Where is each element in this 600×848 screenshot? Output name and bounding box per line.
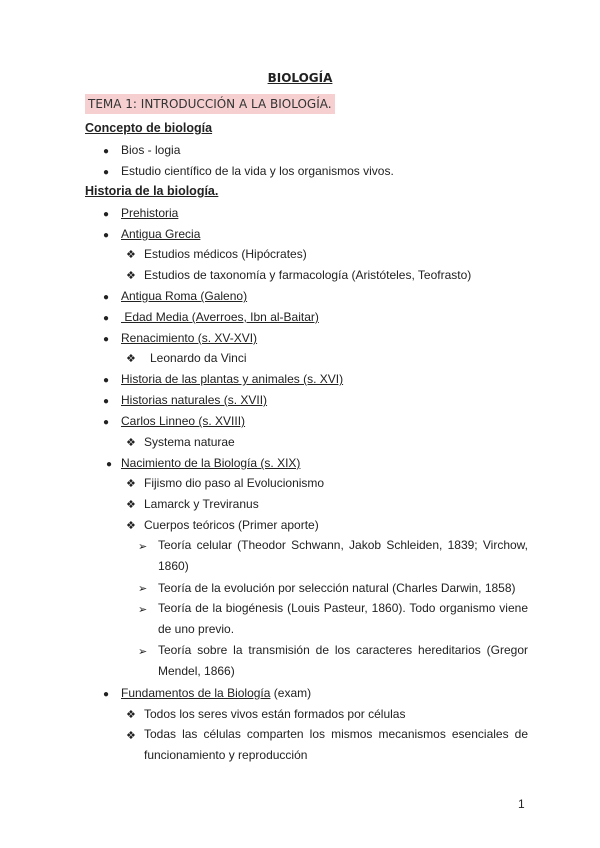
diamond-bullet-icon: ❖ bbox=[126, 478, 136, 490]
diamond-bullet-icon: ❖ bbox=[126, 709, 136, 721]
arrow-bullet-icon: ➢ bbox=[138, 646, 148, 658]
diamond-bullet-icon: ❖ bbox=[126, 730, 136, 742]
bullet-icon: ● bbox=[103, 334, 110, 345]
exam-note: (exam) bbox=[273, 686, 312, 700]
sub-list-item: ❖ Fijismo dio paso al Evolucionismo bbox=[126, 476, 325, 490]
diamond-bullet-icon: ❖ bbox=[126, 437, 136, 449]
bullet-icon: ● bbox=[103, 417, 110, 428]
document-title: BIOLOGÍA bbox=[267, 71, 333, 85]
diamond-bullet-icon: ❖ bbox=[126, 353, 136, 365]
bullet-icon: ● bbox=[103, 396, 110, 407]
concepto-heading: Concepto de biología bbox=[85, 121, 213, 135]
sub-list-item: ❖ Leonardo da Vinci bbox=[126, 351, 247, 365]
sub-list-item: ❖ Estudios de taxonomía y farmacología (Aristóteles, Teofrasto) bbox=[126, 268, 472, 282]
page-number: 1 bbox=[518, 797, 525, 811]
teoria-biogenesis-text: Teoría de la biogénesis (Louis Pasteur, 1860). Todo organismo viene de uno previo. bbox=[158, 601, 528, 636]
list-item: ● Carlos Linneo (s. XVIII) bbox=[103, 413, 245, 431]
teoria-mendel-text: Teoría sobre la transmisión de los caracteres hereditarios (Gregor Mendel, 1866) bbox=[158, 643, 528, 678]
bullet-icon: ● bbox=[103, 313, 110, 324]
list-item: ● Edad Media (Averroes, Ibn al-Baitar) bbox=[103, 309, 319, 327]
tema-heading: TEMA 1: INTRODUCCIÓN A LA BIOLOGÍA. bbox=[85, 94, 335, 114]
list-item: ● Fundamentos de la Biología (exam) bbox=[103, 685, 311, 703]
bullet-icon: ● bbox=[103, 292, 110, 303]
sub-list-item bbox=[126, 727, 144, 744]
sub-list-item: ❖ Todos los seres vivos están formados por células bbox=[126, 707, 406, 721]
bullet-icon: ● bbox=[103, 209, 110, 220]
sub-list-item: ❖ Estudios médicos (Hipócrates) bbox=[126, 247, 307, 261]
diamond-bullet-icon: ❖ bbox=[126, 249, 136, 261]
sub-list-item: ❖ Cuerpos teóricos (Primer aporte) bbox=[126, 518, 319, 532]
sub-list-item: ❖ Systema naturae bbox=[126, 435, 235, 449]
list-item: ● Bios - logia bbox=[103, 142, 180, 160]
list-item: ● Historia de las plantas y animales (s. XVI) bbox=[103, 371, 343, 389]
arrow-bullet-icon: ➢ bbox=[138, 604, 148, 616]
arrow-bullet-icon: ➢ bbox=[138, 583, 148, 595]
arrow-list-item bbox=[138, 601, 158, 618]
bullet-icon: ● bbox=[103, 689, 110, 700]
bullet-icon: ● bbox=[103, 230, 110, 241]
teoria-celular-text: Teoría celular (Theodor Schwann, Jakob Schleiden, 1839; Virchow, 1860) bbox=[158, 538, 528, 573]
arrow-list-item bbox=[138, 538, 158, 555]
list-item: ● Historias naturales (s. XVII) bbox=[103, 392, 267, 410]
list-item: ● Antigua Roma (Galeno) bbox=[103, 288, 247, 306]
list-item: ● Nacimiento de la Biología (s. XIX) bbox=[106, 455, 300, 473]
sub-list-item: ❖ Lamarck y Treviranus bbox=[126, 497, 259, 511]
bullet-icon: ● bbox=[103, 375, 110, 386]
bullet-icon: ● bbox=[106, 459, 113, 470]
list-item: ● Prehistoria bbox=[103, 205, 178, 223]
arrow-list-item bbox=[138, 643, 158, 660]
arrow-bullet-icon: ➢ bbox=[138, 541, 148, 553]
list-item: ● Renacimiento (s. XV-XVI) bbox=[103, 330, 257, 348]
historia-heading: Historia de la biología. bbox=[85, 184, 219, 198]
diamond-bullet-icon: ❖ bbox=[126, 520, 136, 532]
diamond-bullet-icon: ❖ bbox=[126, 270, 136, 282]
bullet-icon: ● bbox=[103, 146, 110, 157]
fundamentos-text: Todas las células comparten los mismos mecanismos esenciales de funcionamiento y reproducción bbox=[144, 727, 528, 762]
diamond-bullet-icon: ❖ bbox=[126, 499, 136, 511]
list-item: ● Antigua Grecia bbox=[103, 226, 200, 244]
list-item: ● Estudio científico de la vida y los organismos vivos. bbox=[103, 163, 394, 181]
arrow-list-item: ➢ Teoría de la evolución por selección natural (Charles Darwin, 1858) bbox=[138, 581, 516, 595]
bullet-icon: ● bbox=[103, 167, 110, 178]
